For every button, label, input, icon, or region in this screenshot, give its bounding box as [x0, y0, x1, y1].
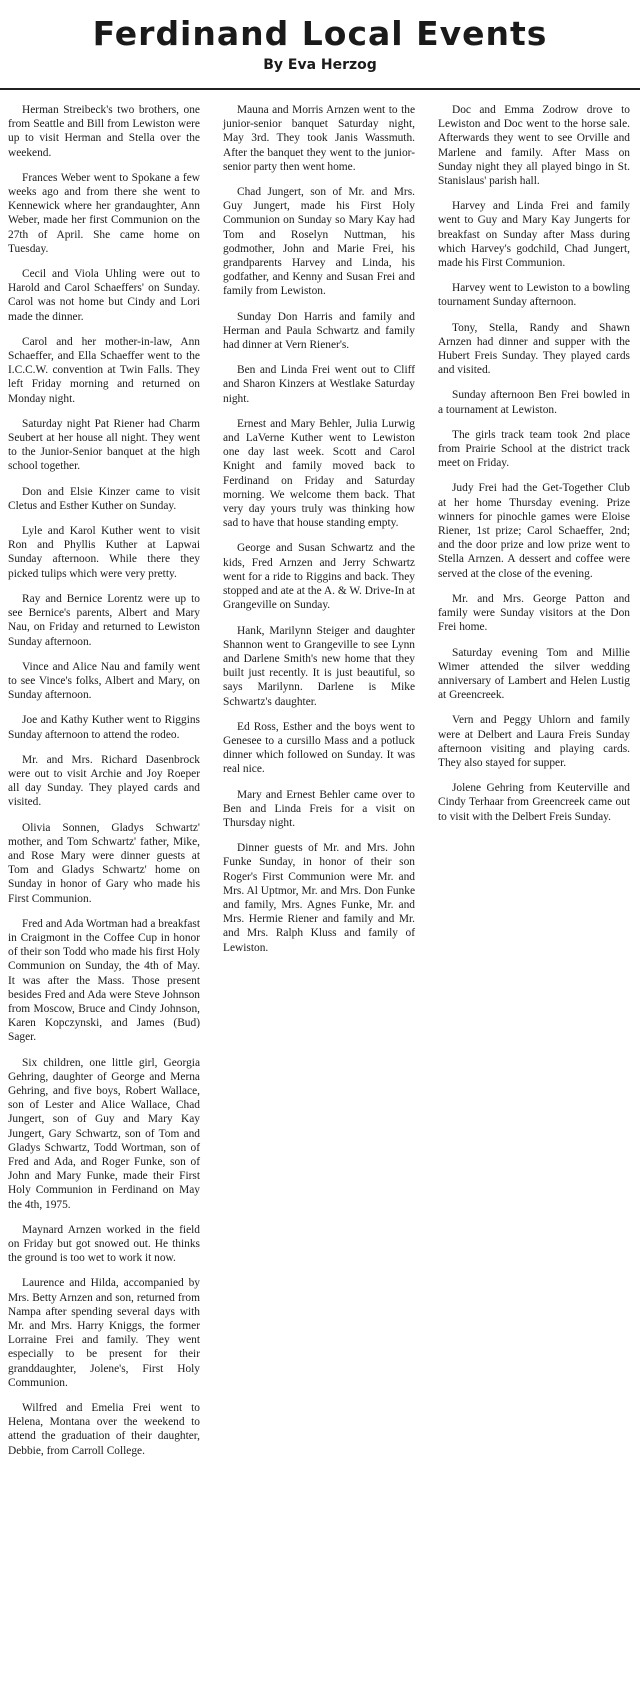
news-item: Ray and Bernice Lorentz were up to see Bernice's parents, Albert and Mary Nau, on Friday and returned to Lewiston Sunday afternoon.: [8, 592, 200, 648]
news-item: Frances Weber went to Spokane a few weeks ago and from there she went to Kennewick where her grandaughter, Ann Weber, made her first Communion on the 27th of April. She came home on Tuesday.: [8, 171, 200, 255]
news-item: Doc and Emma Zodrow drove to Lewiston and Doc went to the horse sale. Afterwards they went to see Orville and Marlene and family. After Mass on Sunday night they all played bingo in St. Stanislaus' parish hall.: [438, 104, 630, 188]
news-item: Cecil and Viola Uhling were out to Harold and Carol Schaeffers' on Sunday. Carol was not home but Cindy and Lori made the dinner.: [8, 268, 200, 323]
news-item: Sunday afternoon Ben Frei bowled in a tournament at Lewiston.: [438, 389, 630, 416]
news-item: Don and Elsie Kinzer came to visit Cletus and Esther Kuther on Sunday.: [8, 485, 200, 512]
news-item: Judy Frei had the Get-Together Club at her home Thursday evening. Prize winners for pinochle games were Eloise Riener, 1st prize; Carol Schaeffer, 2nd; and the door prize and low prize went to Stella Arnzen. A dessert and coffee were served at the close of the evening.: [438, 482, 630, 580]
news-item: Hank, Marilynn Steiger and daughter Shannon went to Grangeville to see Lynn and Darlene Smith's new home that they built just recently. It is just beautiful, so says Marilynn. Darlene is Mike Schwartz's daughter.: [223, 624, 415, 708]
news-item: The girls track team took 2nd place from Prairie School at the district track meet on Friday.: [438, 428, 630, 470]
news-item: Mr. and Mrs. George Patton and family were Sunday visitors at the Don Frei home.: [438, 592, 630, 634]
news-item: Saturday night Pat Riener had Charm Seubert at her house all night. They went to the Junior-Senior banquet at the high school together.: [8, 417, 200, 473]
news-item: Olivia Sonnen, Gladys Schwartz' mother, and Tom Schwartz' father, Mike, and Rose Mary were dinner guests at Tom and Gladys Schwartz' home on Sunday in honor of Gary who made his First Communion.: [8, 821, 200, 905]
header-rule: [0, 88, 640, 90]
news-item: Herman Streibeck's two brothers, one from Seattle and Bill from Lewiston were up to visit Herman and Stella over the weekend.: [8, 104, 200, 159]
news-item: Mr. and Mrs. Richard Dasenbrock were out to visit Archie and Joy Roeper all day Sunday. They played cards and visited.: [8, 753, 200, 809]
news-item: Harvey went to Lewiston to a bowling tournament Sunday afternoon.: [438, 282, 630, 309]
news-item: Wilfred and Emelia Frei went to Helena, Montana over the weekend to attend the graduation of their daughter, Debbie, from Carroll College.: [8, 1402, 200, 1457]
news-item: Vince and Alice Nau and family went to see Vince's folks, Albert and Mary, on Sunday afternoon.: [8, 660, 200, 702]
news-item: Fred and Ada Wortman had a breakfast in Craigmont in the Coffee Cup in honor of their son Todd who made his first Holy Communion on Sunday, the 4th of May. It was after the Mass. Those present besides Fred and Ada were Steve Johnson from Moscow, Bruce and Cindy Johnson, Karen Kopczynski, and James (Bud) Sager.: [8, 917, 200, 1044]
headline: Ferdinand Local Events: [92, 14, 548, 53]
news-item: Jolene Gehring from Keuterville and Cindy Terhaar from Greencreek came out to visit with the Delbert Freis Sunday.: [438, 782, 630, 823]
news-item: Mary and Ernest Behler came over to Ben and Linda Freis for a visit on Thursday night.: [223, 788, 415, 829]
byline: By Eva Herzog: [263, 57, 377, 73]
news-item: Ernest and Mary Behler, Julia Lurwig and LaVerne Kuther went to Lewiston one day last week. Scott and Carol Knight and family moved back to Ferdinand on Friday and Saturday morning. We welcome them back. That very day yours truly was thinking how sad to have that house standing empty.: [223, 417, 415, 530]
news-item: Dinner guests of Mr. and Mrs. John Funke Sunday, in honor of their son Roger's First Communion were Mr. and Mrs. Al Uptmor, Mr. and Mrs. Don Funke and family, Mrs. Agnes Funke, Mr. and Mrs. Hermie Riener and family and Mr. and Mrs. Ralph Kluss and family of Lewiston.: [223, 842, 415, 954]
news-item: George and Susan Schwartz and the kids, Fred Arnzen and Jerry Schwartz went for a ride to Riggins and back. They stopped and ate at the A. & W. Drive-In at Grangeville on Sunday.: [223, 542, 416, 612]
news-item: Vern and Peggy Uhlorn and family were at Delbert and Laura Freis Sunday afternoon visiting and playing cards. They also stayed for supper.: [438, 714, 630, 769]
news-item: Harvey and Linda Frei and family went to Guy and Mary Kay Jungerts for breakfast on Sunday after Mass during which Harvey's godchild, Chad Jungert, made his First Communion.: [438, 200, 630, 270]
news-item: Joe and Kathy Kuther went to Riggins Sunday afternoon to attend the rodeo.: [8, 714, 200, 741]
news-item: Ed Ross, Esther and the boys went to Genesee to a cursillo Mass and a potluck dinner which followed on Sunday. It was real nice.: [223, 720, 415, 776]
column-2: [223, 103, 415, 966]
news-item: Saturday evening Tom and Millie Wimer attended the silver wedding anniversary of Lambert and Helen Lustig at Greencreek.: [438, 646, 630, 702]
news-item: Ben and Linda Frei went out to Cliff and Sharon Kinzers at Westlake Saturday night.: [223, 364, 415, 405]
news-item: Mauna and Morris Arnzen went to the junior-senior banquet Saturday night, May 3rd. They took Janis Wassmuth. After the banquet they went to the junior-senior party then went home.: [223, 104, 415, 173]
column-1: [8, 103, 200, 1469]
masthead: [0, 14, 640, 74]
news-item: Six children, one little girl, Georgia Gehring, daughter of George and Merna Gehring, and five boys, Robert Wallace, son of Lester and Alice Wallace, Chad Jungert, son of Guy and Mary Kay Jungert, Gary Schwartz, son of Tom and Gladys Schwartz, Todd Wortman, son of Fred and Ada, and Roger Funke, son of John and Mary Funke, made their First Holy Communion in Ferdinand on May the 4th, 1975.: [8, 1056, 200, 1211]
news-item: Laurence and Hilda, accompanied by Mrs. Betty Arnzen and son, returned from Nampa after spending several days with Mr. and Mrs. Harry Kniggs, the former Lorraine Frei and family. They went especially to be present for their granddaughter, Jolene's, First Holy Communion.: [8, 1277, 200, 1389]
news-item: Tony, Stella, Randy and Shawn Arnzen had dinner and supper with the Hubert Freis Sunday. They played cards and visited.: [438, 321, 630, 377]
column-3: [438, 103, 630, 835]
news-item: Sunday Don Harris and family and Herman and Paula Schwartz and family had dinner at Vern Riener's.: [223, 310, 415, 352]
news-item: Maynard Arnzen worked in the field on Friday but got snowed out. He thinks the ground is too wet to work it now.: [8, 1223, 200, 1265]
news-item: Lyle and Karol Kuther went to visit Ron and Phyllis Kuther at Lapwai Sunday afternoon. While there they picked tulips which were very pretty.: [8, 525, 200, 580]
news-item: Carol and her mother-in-law, Ann Schaeffer, and Ella Schaeffer went to the I.C.C.W. convention at Twin Falls. They left Friday morning and returned on Monday night.: [8, 335, 200, 405]
news-item: Chad Jungert, son of Mr. and Mrs. Guy Jungert, made his First Holy Communion on Sunday so Mary Kay had Tom and Roselyn Nuttman, his godmother, John and Marie Frei, his grandparents Harvey and Linda, his godfather, and Kenny and Susan Frei and family from Lewiston.: [223, 186, 415, 298]
